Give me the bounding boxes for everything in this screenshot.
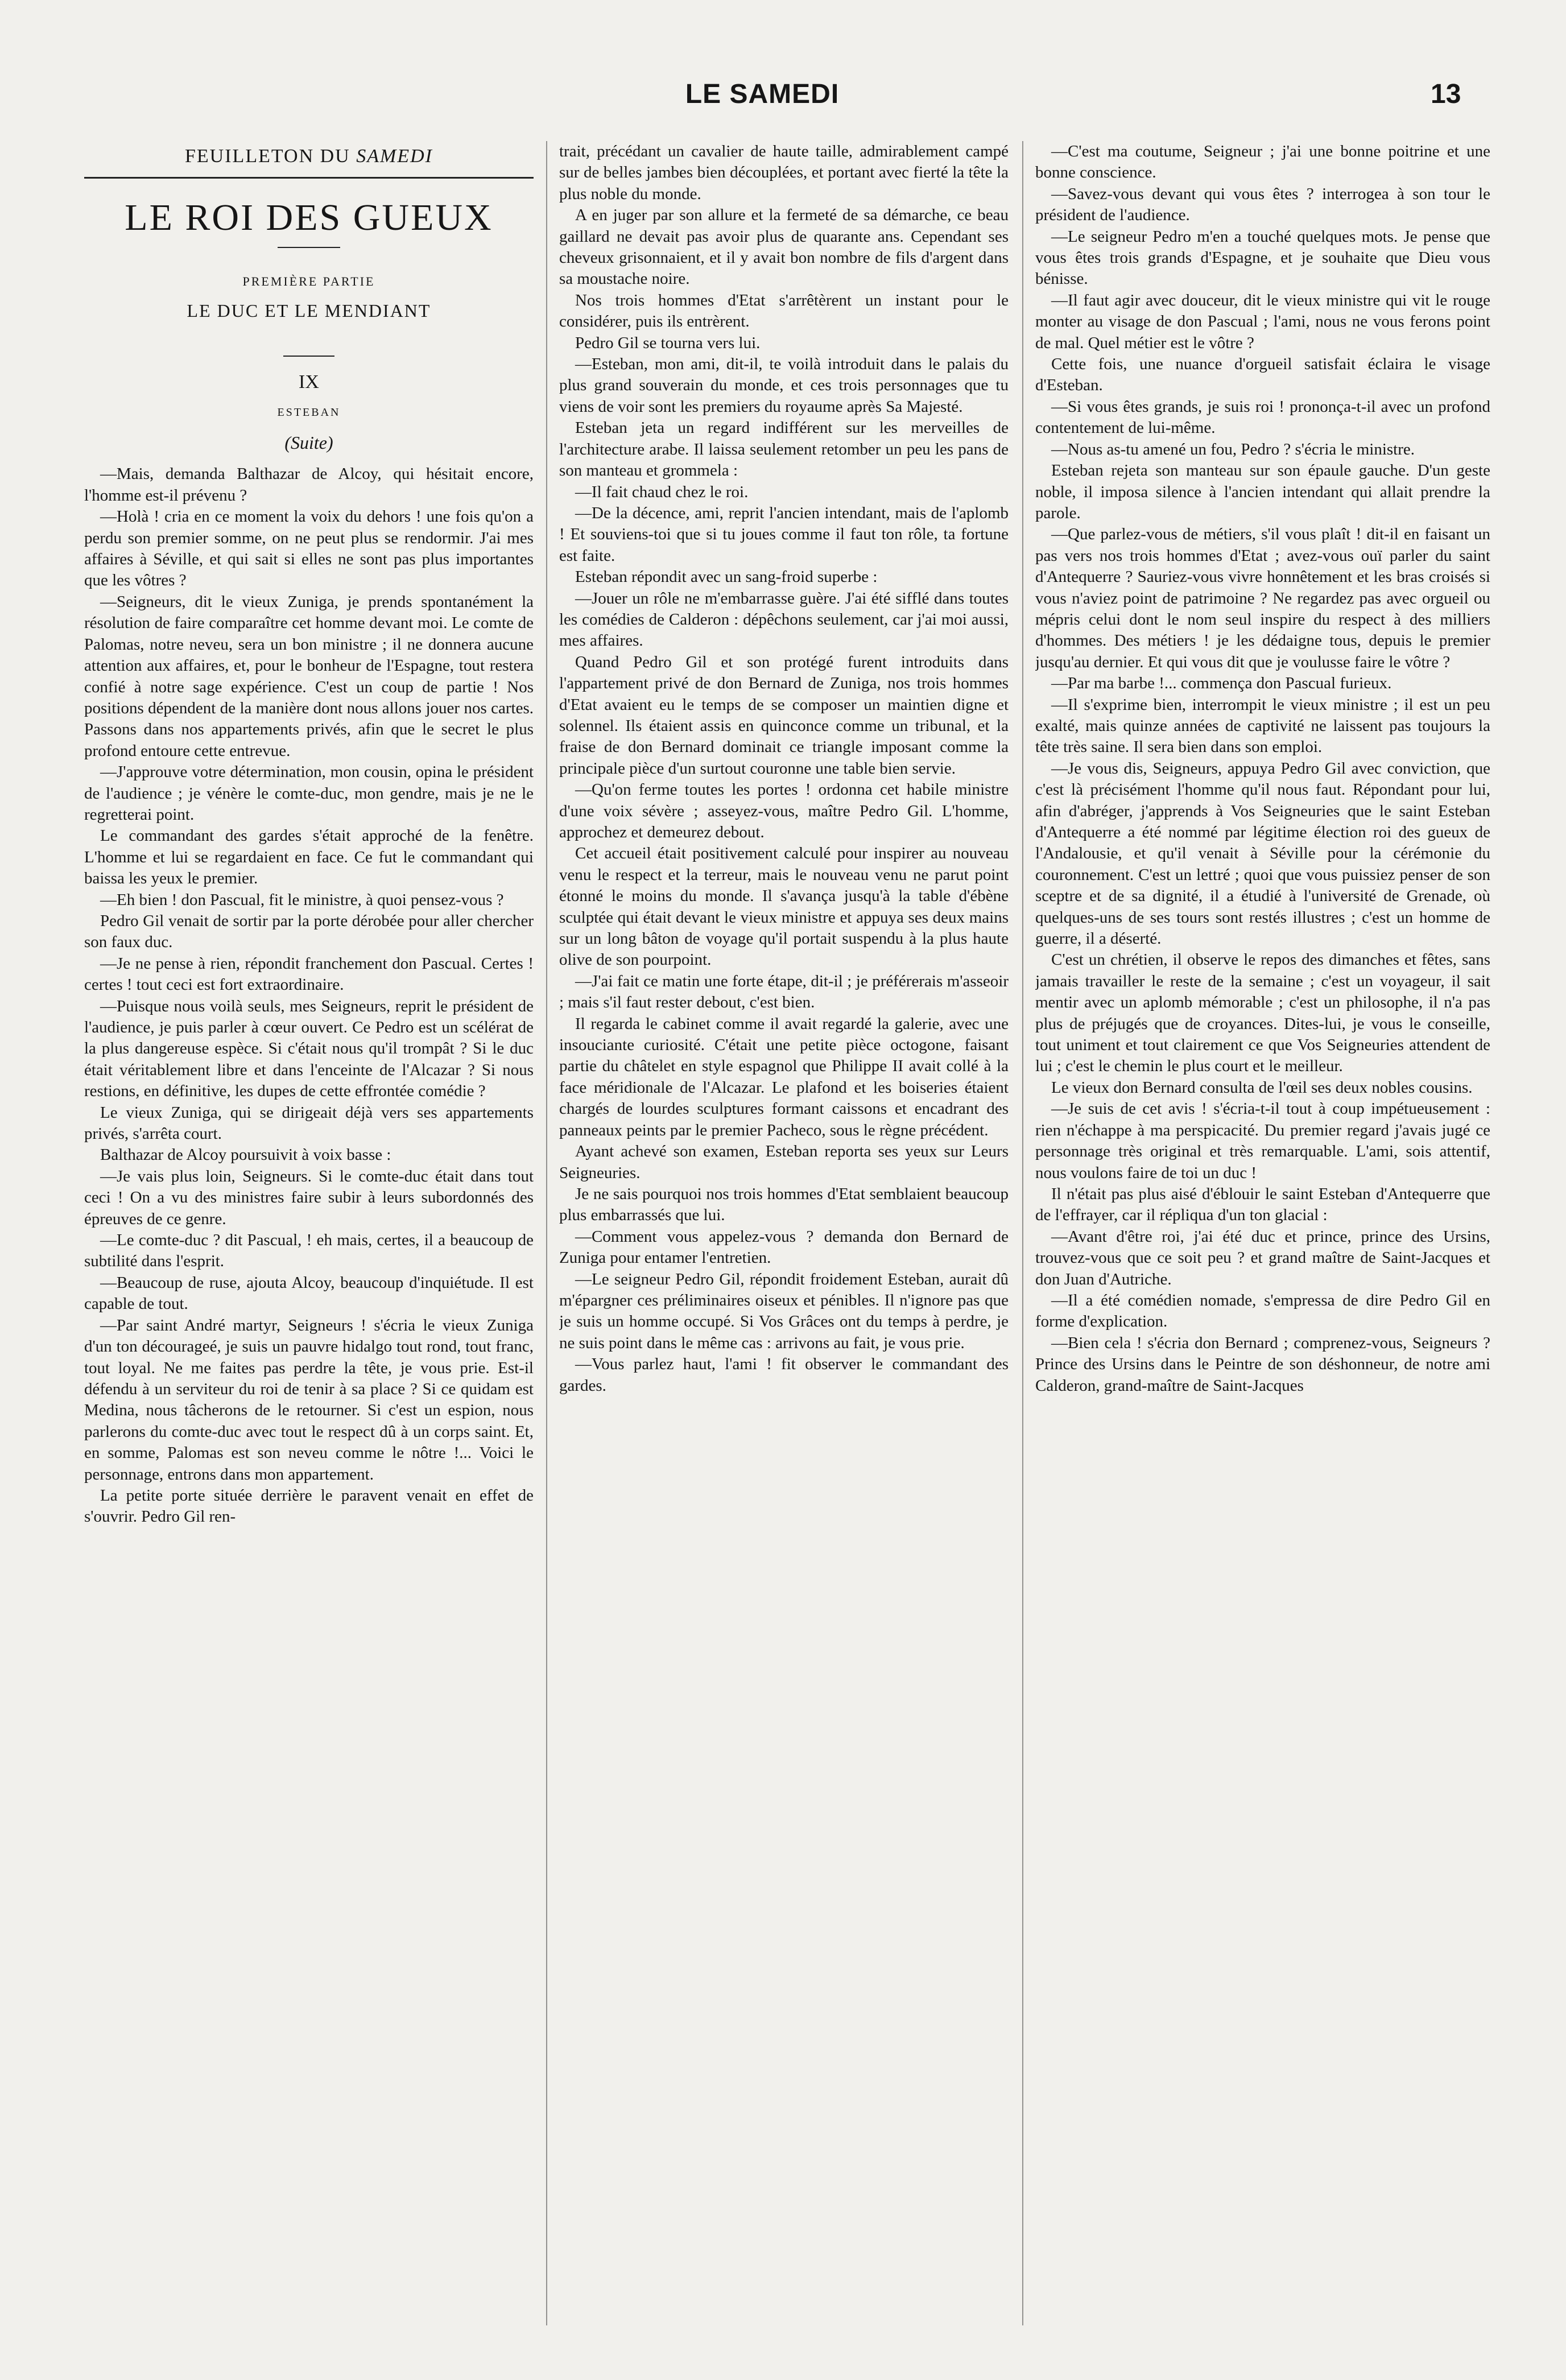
- column-3-text: [1035, 141, 1490, 1396]
- column-2-text: [559, 141, 1009, 1396]
- paragraph: Esteban rejeta son manteau sur son épaule gauche. D'un geste noble, il imposa silence à l'ancien intendant qui allait prendre la parole.: [1035, 461, 1490, 522]
- column-divider: [546, 141, 547, 2325]
- part-label: PREMIÈRE PARTIE: [242, 274, 375, 289]
- paragraph: —Savez-vous devant qui vous êtes ? interrogea à son tour le président de l'audience.: [1035, 184, 1490, 225]
- column-1-text: [84, 464, 534, 1527]
- chapter-number: IX: [299, 371, 319, 393]
- newspaper-title: LE SAMEDI: [685, 79, 840, 109]
- paragraph: Cette fois, une nuance d'orgueil satisfait éclaira le visage d'Esteban.: [1035, 355, 1490, 395]
- paragraph: Je ne sais pourquoi nos trois hommes d'Etat semblaient beaucoup plus embarrassés que lui.: [559, 1184, 1009, 1225]
- paragraph: trait, précédant un cavalier de haute taille, admirablement campé sur de belles jambes bien découplées, et portant avec fierté la tête la plus noble du monde.: [559, 142, 1009, 203]
- paragraph: —Beaucoup de ruse, ajouta Alcoy, beaucoup d'inquiétude. Il est capable de tout.: [84, 1273, 534, 1313]
- paragraph: Balthazar de Alcoy poursuivit à voix basse :: [100, 1146, 391, 1164]
- chapter-name: ESTEBAN: [277, 406, 341, 419]
- paragraph: Esteban répondit avec un sang-froid superbe :: [575, 568, 878, 586]
- feuilleton-prefix: FEUILLETON DU: [185, 146, 350, 167]
- paragraph: —Je ne pense à rien, répondit franchement don Pascual. Certes ! certes ! tout ceci est fort extraordinaire.: [84, 954, 534, 994]
- divider: [283, 356, 334, 357]
- paragraph: —Jouer un rôle ne m'embarrasse guère. J'ai été sifflé dans toutes les comédies de Calderon : dépêchons seulement, car j'ai moi aussi, mes affaires.: [559, 589, 1009, 650]
- paragraph: —Comment vous appelez-vous ? demanda don Bernard de Zuniga pour entamer l'entretien.: [559, 1227, 1009, 1267]
- paragraph: —J'approuve votre détermination, mon cousin, opina le président de l'audience ; je vénère le comte-duc, mon gendre, mais je ne le regretterai point.: [84, 763, 534, 824]
- paragraph: —Il fait chaud chez le roi.: [575, 482, 749, 501]
- column-2: [559, 141, 1009, 2348]
- paragraph: —C'est ma coutume, Seigneur ; j'ai une bonne poitrine et une bonne conscience.: [1035, 142, 1490, 182]
- paragraph: —Puisque nous voilà seuls, mes Seigneurs, reprit le président de l'audience, je puis parler à cœur ouvert. Ce Pedro est un scélérat de la plus dangereuse espèce. Si c'était nous qu'il trompât ? Si le duc était véritablement libre et dans l'enceinte de l'Alcazar ? Si nous restions, en définitive, les dupes de cette effrontée comédie ?: [84, 997, 534, 1101]
- suite-label: (Suite): [284, 432, 333, 453]
- paragraph: —Mais, demanda Balthazar de Alcoy, qui hésitait encore, l'homme est-il prévenu ?: [84, 465, 534, 505]
- paragraph: —Le seigneur Pedro m'en a touché quelques mots. Je pense que vous êtes trois grands d'Espagne, et je souhaite que Dieu vous bénisse.: [1035, 227, 1490, 288]
- paragraph: —Il a été comédien nomade, s'empressa de dire Pedro Gil en forme d'explication.: [1035, 1291, 1490, 1331]
- paragraph: —Le comte-duc ? dit Pascual, ! eh mais, certes, il a beaucoup de subtilité dans l'esprit.: [84, 1231, 534, 1271]
- paragraph: —Bien cela ! s'écria don Bernard ; comprenez-vous, Seigneurs ? Prince des Ursins dans le Peintre de son déshonneur, de notre ami Calderon, grand-maître de Saint-Jacques: [1035, 1333, 1490, 1395]
- paragraph: La petite porte située derrière le paravent venait en effet de s'ouvrir. Pedro Gil ren-: [84, 1486, 534, 1526]
- paragraph: A en juger par son allure et la fermeté de sa démarche, ce beau gaillard ne devait pas avoir plus de quarante ans. Cependant ses cheveux grisonnaient, et il y avait bon nombre de fils d'argent dans sa moustache noire.: [559, 206, 1009, 288]
- paragraph: Nos trois hommes d'Etat s'arrêtèrent un instant pour le considérer, puis ils entrèrent.: [559, 291, 1009, 331]
- masthead: [0, 78, 1566, 124]
- paragraph: —Seigneurs, dit le vieux Zuniga, je prends spontanément la résolution de faire comparaître cet homme devant moi. Le comte de Palomas, notre neveu, sera un bon ministre ; il ne donnera aucune attention aux affaires, et, pour le bonheur de l'Espagne, tout restera confié à notre sage expérience. C'est un coup de partie ! Nos positions dépendent de la manière dont nous allons jouer nos cartes. Passons dans nos appartements privés, afin que le secret le plus profond entoure cette entrevue.: [84, 592, 534, 760]
- paragraph: Le vieux Zuniga, qui se dirigeait déjà vers ses appartements privés, s'arrêta court.: [84, 1103, 534, 1143]
- paragraph: —Il s'exprime bien, interrompit le vieux ministre ; il est un peu exalté, mais quinze années de captivité ne laissent pas toujours la tête très saine. Il sera bien dans son emploi.: [1035, 695, 1490, 757]
- paragraph: —Que parlez-vous de métiers, s'il vous plaît ! dit-il en faisant un pas vers nos trois hommes d'Etat ; avez-vous ouï parler du saint d'Antequerre ? Sauriez-vous vivre honnêtement et les bras croisés si vous n'aviez point de patrimoine ? Ne regardez pas avec orgueil ou mépris celui dont le nom seul inspire du respect à des milliers d'hommes. Des métiers ! je les dédaigne tous, depuis le premier jusqu'au dernier. Et qui vous dit que je voulusse faire le vôtre ?: [1035, 525, 1490, 671]
- column-3: [1035, 141, 1490, 2348]
- paragraph: —Eh bien ! don Pascual, fit le ministre, à quoi pensez-vous ?: [100, 890, 504, 909]
- paragraph: Esteban jeta un regard indifférent sur les merveilles de l'architecture arabe. Il laissa seulement retomber un peu les pans de son manteau et grommela :: [559, 419, 1009, 480]
- feuilleton-paper: SAMEDI: [356, 146, 433, 167]
- part-subtitle: LE DUC ET LE MENDIANT: [187, 300, 431, 321]
- story-title: LE ROI DES GUEUX: [125, 197, 493, 239]
- paragraph: —Vous parlez haut, l'ami ! fit observer le commandant des gardes.: [559, 1355, 1009, 1395]
- divider: [84, 177, 534, 179]
- paragraph: Cet accueil était positivement calculé pour inspirer au nouveau venu le respect et la terreur, mais le nouveau venu ne parut point étonné le moins du monde. Il s'avança jusqu'à la table d'ébène sculptée qui était devant le vieux ministre et appuya ses deux mains sur un long bâton de voyage qu'il portait suspendu à la plus haute olive de son pourpoint.: [559, 844, 1009, 969]
- paragraph: —Je vais plus loin, Seigneurs. Si le comte-duc était dans tout ceci ! On a vu des ministres faire subir à leurs subordonnés des épreuves de ce genre.: [84, 1167, 534, 1228]
- divider: [278, 247, 340, 248]
- paragraph: —Par ma barbe !... commença don Pascual furieux.: [1051, 674, 1392, 693]
- paragraph: Pedro Gil se tourna vers lui.: [575, 333, 761, 352]
- paragraph: Le commandant des gardes s'était approché de la fenêtre. L'homme et lui se regardaient en face. Ce fut le commandant qui baissa les yeux le premier.: [84, 827, 534, 888]
- paragraph: Ayant achevé son examen, Esteban reporta ses yeux sur Leurs Seigneuries.: [559, 1142, 1009, 1182]
- paragraph: —J'ai fait ce matin une forte étape, dit-il ; je préférerais m'asseoir ; mais s'il faut rester debout, c'est bien.: [559, 972, 1009, 1012]
- paragraph: —Il faut agir avec douceur, dit le vieux ministre qui vit le rouge monter au visage de don Pascual ; l'ami, nous ne vous ferons point de mal. Quel métier est le vôtre ?: [1035, 291, 1490, 352]
- column-divider: [1022, 141, 1023, 2325]
- paragraph: —Par saint André martyr, Seigneurs ! s'écria le vieux Zuniga d'un ton décourageé, je suis un pauvre hidalgo tout rond, tout franc, tout loyal. Ne me faites pas perdre la tête, je vous prie. Est-il défendu à un serviteur du roi de tenir à sa place ? Si ce quidam est Medina, nous tâcherons de le retourner. Si c'est un espion, nous parlerons du comte-duc avec tout le respect dû à un corps saint. Et, en somme, Palomas est son neveu comme le nôtre !... Voici le personnage, entrons dans mon appartement.: [84, 1316, 534, 1484]
- paragraph: —Holà ! cria en ce moment la voix du dehors ! une fois qu'on a perdu son premier somme, on ne peut plus se rendormir. J'ai mes affaires à Séville, et qui sait si elles ne sont pas plus importantes que les vôtres ?: [84, 507, 534, 590]
- paragraph: —Je vous dis, Seigneurs, appuya Pedro Gil avec conviction, que c'est là précisément l'homme qu'il nous faut. Répondant pour lui, afin d'abréger, j'apprends à Vos Seigneuries que le saint Esteban d'Antequerre a été nommé par légitime élection roi des gueux de l'Andalousie, et qu'il venait à Séville pour la cérémonie du couronnement. C'est un lettré ; quoi que vous puissiez penser de son sceptre et de sa dignité, il a étudié à l'université de Grenade, où quelques-uns de ses tours sont restés illustres ; c'est un homme de guerre, il a déserté.: [1035, 759, 1490, 948]
- paragraph: —Nous as-tu amené un fou, Pedro ? s'écria le ministre.: [1051, 440, 1415, 458]
- paragraph: C'est un chrétien, il observe le repos des dimanches et fêtes, sans jamais travailler le reste de la semaine ; c'est un voyageur, il sait mentir avec un aplomb mémorable ; c'est un philosophe, il n'a pas plus de préjugés que de croyances. Dites-lui, je vous le conseille, tout uniment et tout clairement ce que Vos Seigneuries attendent de lui ; c'est le chemin le plus court et le meilleur.: [1035, 951, 1490, 1076]
- paragraph: —De la décence, ami, reprit l'ancien intendant, mais de l'aplomb ! Et souviens-toi que si tu joues comme il faut ton rôle, ta fortune est faite.: [559, 503, 1009, 565]
- paragraph: —Esteban, mon ami, dit-il, te voilà introduit dans le palais du plus grand souverain du monde, et ces trois personnages que tu viens de voir sont les premiers du royaume après Sa Majesté.: [559, 355, 1009, 416]
- page-number: 13: [1431, 79, 1461, 109]
- paragraph: —Le seigneur Pedro Gil, répondit froidement Esteban, aurait dû m'épargner ces préliminaires oiseux et pénibles. Il n'ignore pas que je suis un homme occupé. Si Vos Grâces ont du temps à perdre, je ne suis point dans le même cas : arrivons au fait, je vous prie.: [559, 1270, 1009, 1352]
- paragraph: —Qu'on ferme toutes les portes ! ordonna cet habile ministre d'une voix sévère ; asseyez-vous, maître Pedro Gil. L'homme, approchez et demeurez debout.: [559, 780, 1009, 841]
- paragraph: Quand Pedro Gil et son protégé furent introduits dans l'appartement privé de don Bernard de Zuniga, nos trois hommes d'Etat avaient eu le temps de se composer un maintien digne et solennel. Ils étaient assis en quinconce comme un tribunal, et la fraise de don Bernard dominait ce triangle imposant comme la principale pièce d'un surtout couronne une table bien servie.: [559, 652, 1009, 778]
- paragraph: Le vieux don Bernard consulta de l'œil ses deux nobles cousins.: [1051, 1078, 1473, 1097]
- feuilleton-header: [84, 146, 534, 167]
- paragraph: Il n'était pas plus aisé d'éblouir le saint Esteban d'Antequerre que de l'effrayer, car il répliqua d'un ton glacial :: [1035, 1184, 1490, 1225]
- paragraph: —Je suis de cet avis ! s'écria-t-il tout à coup impétueusement : rien n'échappe à ma perspicacité. Du premier regard j'avais jugé ce personnage très original et très remarquable. L'ami, sois attentif, nous voulons faire de toi un duc !: [1035, 1100, 1490, 1182]
- paragraph: —Si vous êtes grands, je suis roi ! prononça-t-il avec un profond contentement de lui-même.: [1035, 397, 1490, 437]
- paragraph: Pedro Gil venait de sortir par la porte dérobée pour aller chercher son faux duc.: [84, 911, 534, 952]
- paragraph: —Avant d'être roi, j'ai été duc et prince, prince des Ursins, trouvez-vous que ce soit peu ? et grand maître de Saint-Jacques et don Juan d'Autriche.: [1035, 1227, 1490, 1288]
- column-1: [84, 141, 534, 2348]
- paragraph: Il regarda le cabinet comme il avait regardé la galerie, avec une insouciante curiosité. C'était une petite pièce octogone, faisant partie du châtelet en style espagnol que Philippe II avait collé à la face méridionale de l'Alcazar. Le plafond et les boiseries étaient chargés de lourdes sculptures formant caissons et encadrant des panneaux peints par le premier Pacheco, sous le règne précédent.: [559, 1014, 1009, 1139]
